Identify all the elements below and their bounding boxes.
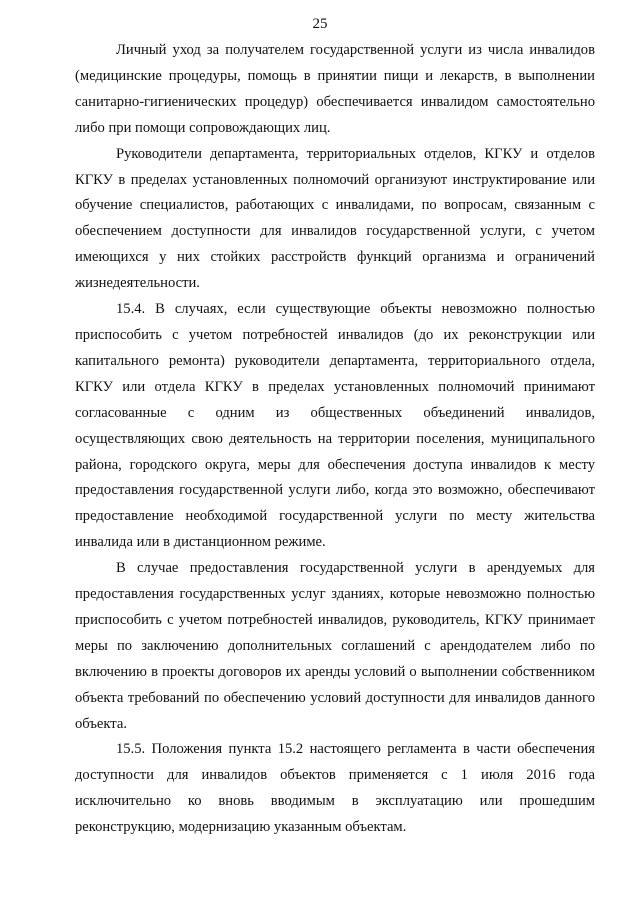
paragraph-rented-buildings: В случае предоставления государственной услуги в арендуемых для предоставления государственных услуг зданиях, которые невозможно полностью приспособить с учетом потребностей инвалидов, руководитель, КГКУ принимает меры по заключению дополнительных соглашений с арендодателем либо по включению в проекты договоров их аренды условий о выполнении собственником объекта требований по обеспечению условий доступности для инвалидов данного объекта. xyxy=(75,560,595,732)
paragraph-15-5: 15.5. Положения пункта 15.2 настоящего регламента в части обеспечения доступности для инвалидов объектов применяется с 1 июля 2016 года исключительно ко вновь вводимым в эксплуатацию или прошедшим реконструкцию, модернизацию указанным объектам. xyxy=(75,741,595,836)
paragraph-staff-training: Руководители департамента, территориальных отделов, КГКУ и отделов КГКУ в пределах установленных полномочий организуют инструктирование или обучение специалистов, работающих с инвалидами, по вопросам, связанным с обеспечением доступности для инвалидов государственной услуги, с учетом имеющихся у них стойких расстройств функций организма и ограничений жизнедеятельности. xyxy=(75,145,595,292)
paragraph-15-4: 15.4. В случаях, если существующие объекты невозможно полностью приспособить с учетом потребностей инвалидов (до их реконструкции или капитального ремонта) руководители департамента, территориального отдела, КГКУ или отдела КГКУ в пределах установленных полномочий принимают согласованные с одним из общественных объединений инвалидов, осуществляющих свою деятельность на территории поселения, муниципального района, городского округа, меры для обеспечения доступа инвалидов к месту предоставления государственной услуги либо, когда это возможно, обеспечивают предоставление необходимой государственной услуги по месту жительства инвалида или в дистанционном режиме. xyxy=(75,301,595,551)
document-body xyxy=(75,38,595,841)
page-number: 25 xyxy=(312,16,328,32)
paragraph-personal-care: Личный уход за получателем государственной услуги из числа инвалидов (медицинские процедуры, помощь в принятии пищи и лекарств, в выполнении санитарно-гигиенических процедур) обеспечивается инвалидом самостоятельно либо при помощи сопровождающих лиц. xyxy=(75,42,595,136)
